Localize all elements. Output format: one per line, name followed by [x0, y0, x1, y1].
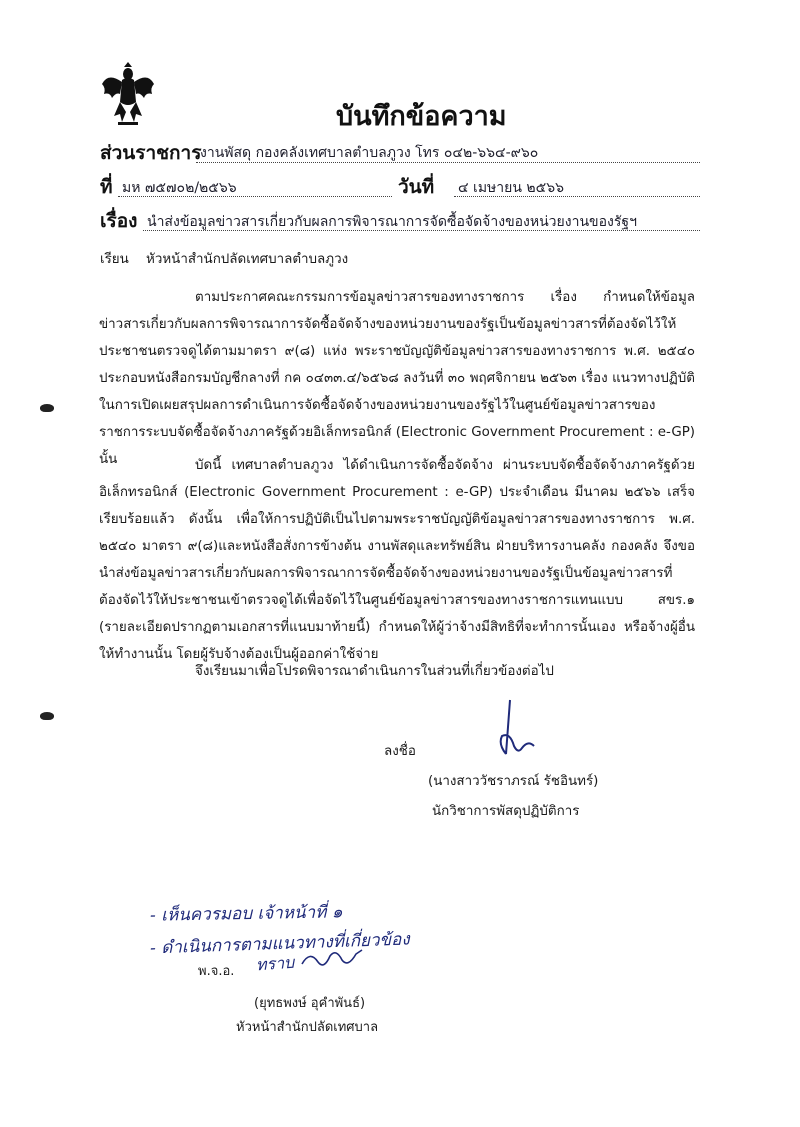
- ref-value: มห ๗๕๗๐๒/๒๕๖๖: [122, 180, 237, 196]
- paragraph-2: [99, 452, 695, 668]
- ref-label: ที่: [100, 176, 113, 198]
- subject-dotline: [143, 230, 700, 231]
- handwritten-signature-icon: [488, 696, 548, 766]
- department-label: ส่วนราชการ: [100, 142, 202, 164]
- memo-title: บันทึกข้อความ: [336, 101, 507, 132]
- endorsement-line-1: - เห็นควรมอบ เจ้าหน้าที่ ๑: [149, 902, 343, 926]
- ref-dotline: [118, 196, 392, 197]
- endorser-name: (ยุทธพงษ์ อุคำพันธ์): [254, 996, 366, 1011]
- signer-name: (นางสาววัชราภรณ์ รัชอินทร์): [428, 774, 599, 789]
- paragraph-1-text: ตามประกาศคณะกรรมการข้อมูลข่าวสารของทางราชการ เรื่อง กำหนดให้ข้อมูลข่าวสารเกี่ยวกับผลการพิจารณาการจัดซื้อจัดจ้างของหน่วยงานของรัฐเป็นข้อมูลข่าวสารที่ต้องจัดไว้ให้ประชาชนตรวจดูได้ตามมาตรา ๙(๘) แห่ง พระราชบัญญัติข้อมูลข่าวสารของทางราชการ พ.ศ. ๒๕๔๐ ประกอบหนังสือกรมบัญชีกลางที่ กค ๐๔๓๓.๔/๖๕๖๘ ลงวันที่ ๓๐ พฤศจิกายน ๒๕๖๓ เรื่อง แนวทางปฏิบัติในการเปิดเผยสรุปผลการดำเนินการจัดซื้อจัดจ้างของหน่วยงานของรัฐไว้ในศูนย์ข้อมูลข่าวสารของราชการระบบจัดซื้อจัดจ้างภาครัฐด้วยอิเล็กทรอนิกส์ (Electronic Government Procurement : e-GP) นั้น: [99, 290, 695, 467]
- punch-hole: [40, 712, 54, 720]
- endorser-signature-scrawl-icon: [300, 946, 366, 972]
- endorsement-line-2: - ดำเนินการตามแนวทางที่เกี่ยวข้อง: [149, 929, 410, 959]
- endorser-handwritten-signature: ทราบ: [255, 952, 295, 975]
- endorser-position: หัวหน้าสำนักปลัดเทศบาล: [236, 1020, 379, 1035]
- endorser-role-prefix: พ.จ.อ.: [198, 964, 235, 979]
- paragraph-3-text: จึงเรียนมาเพื่อโปรดพิจารณาดำเนินการในส่วนที่เกี่ยวข้องต่อไป: [195, 664, 554, 679]
- date-value: ๔ เมษายน ๒๕๖๖: [458, 180, 564, 196]
- date-label: วันที่: [398, 176, 435, 198]
- salutation-value: หัวหน้าสำนักปลัดเทศบาลตำบลภูวง: [146, 252, 349, 267]
- punch-hole: [40, 404, 54, 412]
- subject-label: เรื่อง: [100, 210, 138, 232]
- department-value: งานพัสดุ กองคลังเทศบาลตำบลภูวง โทร ๐๔๒-๖๖๔-๙๖๐: [200, 145, 539, 161]
- signature-label: ลงชื่อ: [384, 744, 416, 759]
- department-dotline: [196, 162, 700, 163]
- signer-position: นักวิชาการพัสดุปฏิบัติการ: [432, 804, 580, 819]
- paragraph-3: [99, 658, 695, 685]
- paragraph-1: [99, 284, 695, 473]
- paragraph-2-text: บัดนี้ เทศบาลตำบลภูวง ได้ดำเนินการจัดซื้อจัดจ้าง ผ่านระบบจัดซื้อจัดจ้างภาครัฐด้วยอิเล็กทรอนิกส์ (Electronic Government Procurement : e-GP) ประจำเดือน มีนาคม ๒๕๖๖ เสร็จเรียบร้อยแล้ว ดังนั้น เพื่อให้การปฏิบัติเป็นไปตามพระราชบัญญัติข้อมูลข่าวสารของทางราชการ พ.ศ. ๒๕๔๐ มาตรา ๙(๘)และหนังสือสั่งการข้างต้น งานพัสดุและทรัพย์สิน ฝ่ายบริหารงานคลัง กองคลัง จึงขอนำส่งข้อมูลข่าวสารเกี่ยวกับผลการพิจารณาการจัดซื้อจัดจ้างของหน่วยงานของรัฐเป็นข้อมูลข่าวสารที่ต้องจัดไว้ให้ประชาชนเข้าตรวจดูได้เพื่อจัดไว้ในศูนย์ข้อมูลข่าวสารของทางราชการแทนแบบ สขร.๑ (รายละเอียดปรากฏตามเอกสารที่แนบมาท้ายนี้) กำหนดให้ผู้ว่าจ้างมีสิทธิที่จะทำการนั้นเอง หรือจ้างผู้อื่นให้ทำงานนั้น โดยผู้รับจ้างต้องเป็นผู้ออกค่าใช้จ่าย: [99, 458, 695, 662]
- subject-value: นำส่งข้อมูลข่าวสารเกี่ยวกับผลการพิจารณาการจัดซื้อจัดจ้างของหน่วยงานของรัฐฯ: [147, 214, 637, 230]
- garuda-emblem-icon: [100, 62, 156, 128]
- date-dotline: [454, 196, 700, 197]
- salutation-label: เรียน: [100, 252, 129, 267]
